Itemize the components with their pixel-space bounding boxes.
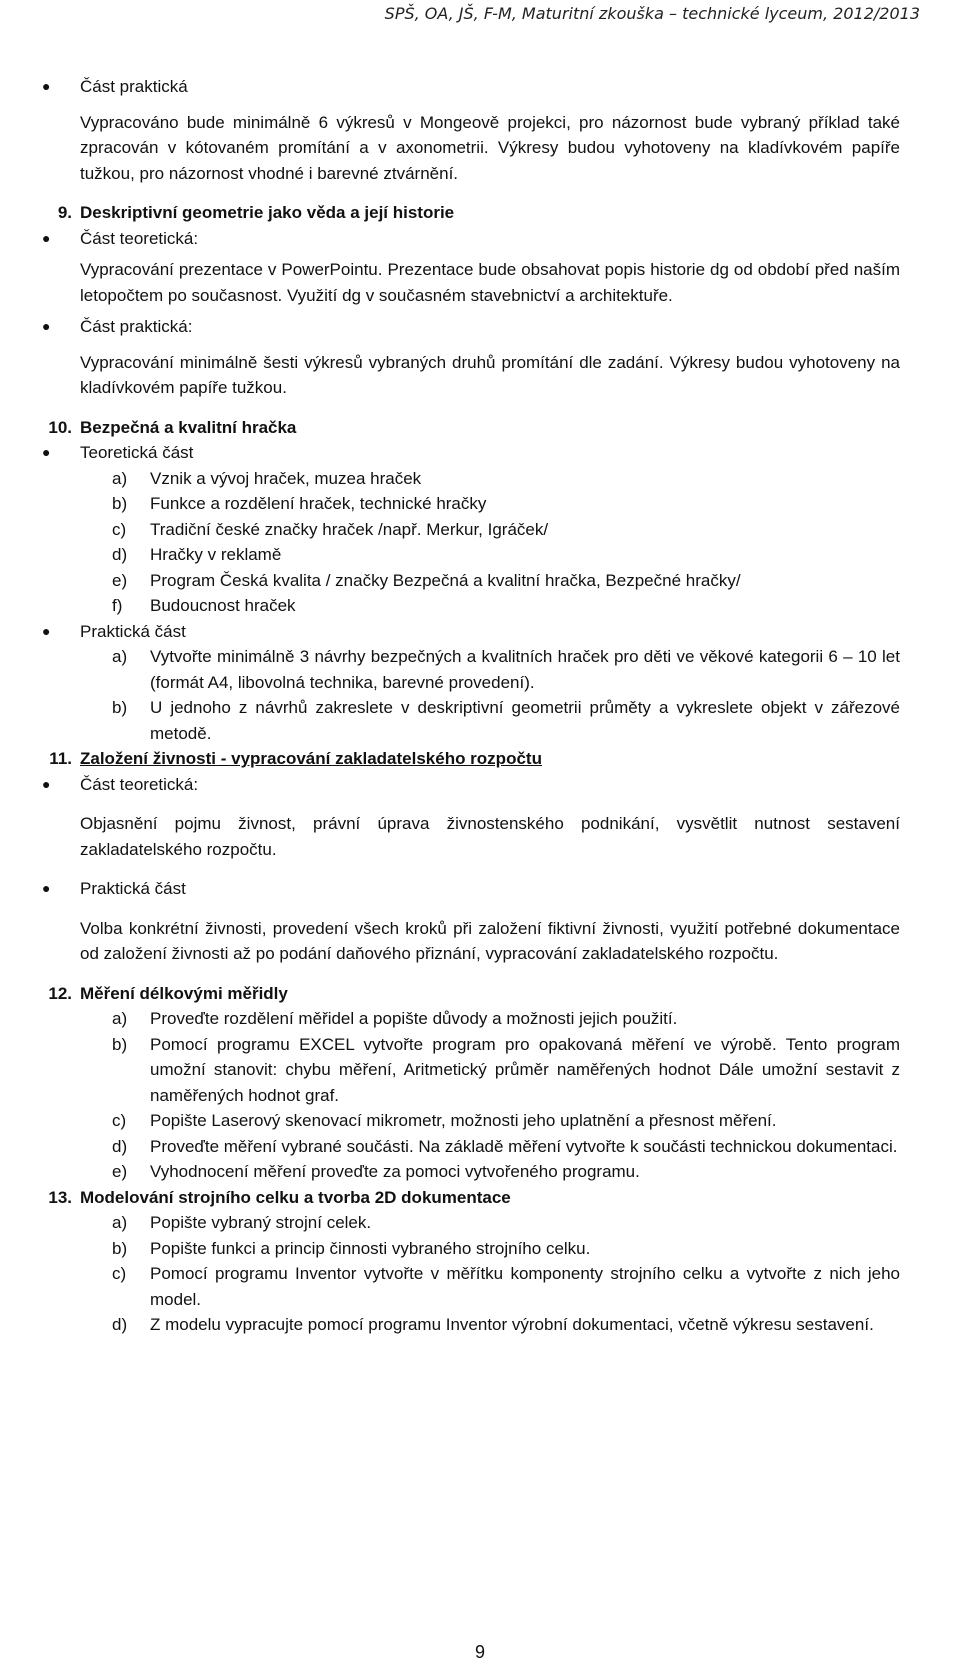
bullet-label: Část teoretická: (80, 774, 199, 794)
bullet-icon: ● (42, 775, 51, 792)
list-marker: b) (112, 698, 128, 717)
paragraph: Vypracování minimálně šesti výkresů vybraných druhů promítání dle zadání. Výkresy budou vyhotoveny na kladívkovém papíře tužkou. (80, 352, 900, 397)
bullet-label: Část teoretická: (80, 228, 199, 248)
list-text: Hračky v reklamě (150, 545, 282, 564)
list-text: Z modelu vypracujte pomocí programu Inventor výrobní dokumentaci, včetně výkresu sestavení. (150, 1315, 874, 1334)
bullet-item (40, 440, 900, 466)
section-title: Měření délkovými měřidly (80, 983, 288, 1003)
list-item (40, 1312, 900, 1338)
list-item (40, 1210, 900, 1236)
section-heading-10 (40, 415, 900, 441)
list-text: Pomocí programu Inventor vytvořte v měřítku komponenty strojního celku a vytvořte z nich jeho model. (150, 1264, 900, 1309)
bullet-icon: ● (42, 444, 51, 460)
list-item (40, 593, 900, 619)
list-marker: a) (112, 1009, 128, 1028)
bullet-icon: ● (42, 318, 51, 334)
bullet-item (40, 74, 900, 100)
list-marker: e) (112, 570, 128, 590)
list-text: Vyhodnocení měření proveďte za pomoci vytvořeného programu. (150, 1162, 640, 1181)
bullet-label: Část praktická: (80, 317, 193, 336)
paragraph: Volba konkrétní živnosti, provedení všech kroků při založení fiktivní živnosti, využití potřebné dokumentace od založení živnosti až po podání daňového přiznání, vypracování zakladatelského rozpočtu. (80, 918, 900, 963)
list-text: Pomocí programu EXCEL vytvořte program pro opakovaná měření ve výrobě. Tento program umožní stanovit: chybu měření, Aritmetický průměr naměřených hodnot Dále umožní sestavit z naměřených hodnot graf. (150, 1034, 900, 1105)
bullet-label: Praktická část (80, 621, 186, 641)
list-marker: c) (112, 519, 127, 539)
bullet-item (40, 772, 900, 798)
list-text: Funkce a rozdělení hraček, technické hračky (150, 494, 487, 513)
list-item (40, 517, 900, 543)
list-marker: b) (112, 1034, 128, 1054)
section-title: Modelování strojního celku a tvorba 2D dokumentace (80, 1187, 511, 1207)
list-item (40, 1006, 900, 1032)
page-number: 9 (474, 1642, 485, 1662)
page-content (40, 74, 900, 1338)
list-text: Budoucnost hraček (150, 596, 296, 615)
list-text: Program Česká kvalita / značky Bezpečná a kvalitní hračka, Bezpečné hračky/ (150, 570, 741, 590)
section-number: 9. (57, 203, 72, 222)
list-marker: a) (112, 647, 128, 666)
list-text: Vznik a vývoj hraček, muzea hraček (150, 468, 422, 488)
list-text: Vytvořte minimálně 3 návrhy bezpečných a kvalitních hraček pro děti ve věkové kategorii 6 – 10 let (formát A4, libovolná technika, barevné provedení). (150, 647, 900, 692)
section-heading-11 (40, 746, 900, 772)
bullet-item (40, 876, 900, 902)
section-number: 11. (49, 749, 72, 768)
section-heading-13 (40, 1185, 900, 1211)
section-number: 10. (48, 417, 72, 437)
page-header: SPŠ, OA, JŠ, F-M, Maturitní zkouška – technické lyceum, 2012/2013 (384, 4, 920, 23)
section-heading-9 (40, 200, 900, 226)
list-marker: b) (112, 494, 128, 513)
bullet-label: Část praktická (80, 77, 188, 96)
list-marker: a) (112, 468, 128, 488)
paragraph: Vypracování prezentace v PowerPointu. Prezentace bude obsahovat popis historie dg od období před naším letopočtem po současnost. Využití dg v současném stavebnictví a architektuře. (80, 260, 900, 305)
list-text: Proveďte měření vybrané součásti. Na základě měření vytvořte k součásti technickou dokumentaci. (150, 1136, 898, 1156)
list-text: Popište funkci a princip činnosti vybraného strojního celku. (150, 1238, 591, 1258)
list-marker: d) (112, 545, 128, 564)
list-item (40, 695, 900, 746)
section-title: Založení živnosti - vypracování zakladatelského rozpočtu (80, 749, 542, 768)
paragraph: Objasnění pojmu živnost, právní úprava živnostenského podnikání, vysvětlit nutnost sestavení zakladatelského rozpočtu. (80, 814, 900, 859)
bullet-label: Teoretická část (80, 443, 194, 462)
list-item (40, 1261, 900, 1312)
list-item (40, 542, 900, 568)
list-item (40, 644, 900, 695)
list-marker: f) (112, 596, 123, 615)
section-title: Bezpečná a kvalitní hračka (80, 417, 297, 437)
list-marker: c) (112, 1111, 127, 1130)
bullet-item (40, 314, 900, 340)
list-marker: d) (112, 1136, 128, 1156)
list-text: Popište vybraný strojní celek. (150, 1213, 372, 1232)
list-marker: d) (112, 1315, 128, 1334)
list-text: U jednoho z návrhů zakreslete v deskriptivní geometrii průměty a vykreslete objekt v zářezové metodě. (150, 698, 900, 743)
paragraph: Vypracováno bude minimálně 6 výkresů v Mongeově projekci, pro názornost bude vybraný příklad také zpracován v kótovaném promítání a v axonometrii. Výkresy budou vyhotoveny na kladívkovém papíře tužkou, pro názornost vhodné i barevné ztvárnění. (80, 112, 900, 183)
section-number: 12. (48, 983, 72, 1003)
list-item (40, 491, 900, 517)
list-item (40, 466, 900, 492)
list-item (40, 1032, 900, 1109)
bullet-item (40, 226, 900, 252)
section-number: 13. (48, 1187, 72, 1207)
bullet-icon: ● (42, 622, 51, 639)
list-item (40, 568, 900, 594)
bullet-icon: ● (42, 229, 51, 246)
section-heading-12 (40, 981, 900, 1007)
list-marker: b) (112, 1238, 128, 1258)
list-marker: a) (112, 1213, 128, 1232)
bullet-label: Praktická část (80, 879, 186, 898)
list-item (40, 1108, 900, 1134)
section-title: Deskriptivní geometrie jako věda a její historie (80, 203, 455, 222)
list-text: Tradiční české značky hraček /např. Merkur, Igráček/ (150, 519, 549, 539)
list-marker: e) (112, 1162, 128, 1181)
list-item (40, 1236, 900, 1262)
bullet-icon: ● (42, 78, 51, 94)
list-marker: c) (112, 1264, 127, 1283)
list-text: Popište Laserový skenovací mikrometr, možnosti jeho uplatnění a přesnost měření. (150, 1111, 777, 1130)
list-item (40, 1134, 900, 1160)
bullet-item (40, 619, 900, 645)
list-text: Proveďte rozdělení měřidel a popište důvody a možnosti jejich použití. (150, 1009, 678, 1028)
bullet-icon: ● (42, 880, 51, 896)
list-item (40, 1159, 900, 1185)
